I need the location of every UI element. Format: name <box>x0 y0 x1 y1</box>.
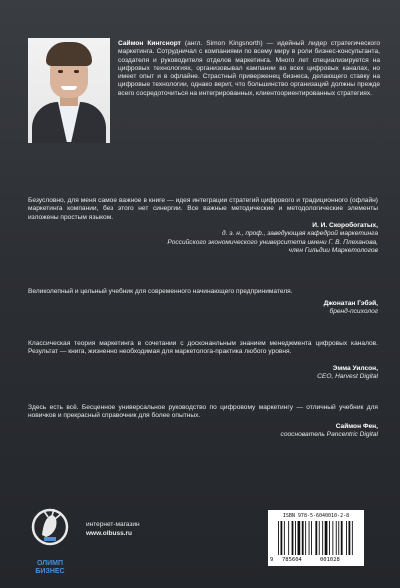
barcode-digits-left: 785604 <box>282 557 302 563</box>
review-attribution <box>78 365 378 382</box>
publisher-name-line1: ОЛИМП <box>36 560 64 567</box>
review-text: Классическая теория маркетинга в сочетании с досконанльным знанием менеджмента цифровых каналов. Результат — книга, жизненно необходимая для маркетолога-практика любого уровня. <box>28 340 378 356</box>
isbn-barcode <box>268 510 364 566</box>
shop-url[interactable]: www.olbuss.ru <box>86 530 132 537</box>
review-attribution <box>78 222 378 255</box>
review-attribution <box>78 423 378 440</box>
reviewer-name: Эмма Уилсон, <box>332 365 378 372</box>
author-bio-text: (англ. Simon Kingsnorth) — идейный лидер стратегического маркетинга. Сотрудничал с компаниями по всему миру в роли бизнес-консультанта, создателя и руководителя отделов маркетинга. Много лет специализируется на цифровых технологиях, организовывал кампании во всех цифровых каналах, но имеет опыт и в офлайне. Страстный приверженец бизнеса, делающего ставку на цифровые технологии, однако верит, что большинство организаций должны прежде всего сосредоточиться на интегрированных, клиентоориентированных стратегиях. <box>118 40 380 97</box>
reviewer-role: член Гильдии Маркетологов <box>288 246 378 254</box>
reviewer-role: д. э. н., проф., заведующая кафедрой маркетинга <box>221 230 378 238</box>
review-text: Безусловно, для меня самое важное в книге — идея интеграции стратегий цифрового и традиционного (офлайн) маркетинга компании, без этого нет синергии. Все важные методические и методологические элементы изложены простым языком. <box>28 197 378 221</box>
barcode-bars <box>278 521 354 555</box>
review-text: Здесь есть всё. Бесценное универсальное руководство по цифровому маркетингу — отличный учебник для новичков и прекрасный справочник для более опытных. <box>28 404 378 420</box>
reviewer-role: бренд-психолог <box>329 308 378 316</box>
isbn-number: ISBN 978-5-6040010-2-8 <box>282 513 350 519</box>
reviewer-role: сооснователь Pancentric Digital <box>280 431 378 439</box>
author-bio <box>118 40 380 98</box>
publisher-logo-text <box>28 560 72 575</box>
reviewer-role: Российского экономического университета имени Г. В. Плеханова, <box>167 238 378 246</box>
review-text: Великолепный и цельный учебник для современного начинающего предпринимателя. <box>28 288 293 295</box>
barcode-digit-lead: 9 <box>270 557 274 563</box>
barcode-digits-right: 001028 <box>320 557 340 563</box>
author-name: Саймон Кингснорт <box>118 40 181 47</box>
publisher-name-line2: БИЗНЕС <box>35 567 65 575</box>
reviewer-name: И. И. Скоробогатых, <box>312 222 378 229</box>
shop-info <box>86 520 140 538</box>
reviewer-name: Джонатан Гэбэй, <box>323 300 378 307</box>
reviewer-name: Саймон Фен, <box>335 423 378 430</box>
review-attribution <box>78 300 378 317</box>
shop-label: интернет-магазин <box>86 521 140 528</box>
author-photo <box>28 38 110 143</box>
reviewer-role: CEO, Harvest Digital <box>317 373 378 381</box>
